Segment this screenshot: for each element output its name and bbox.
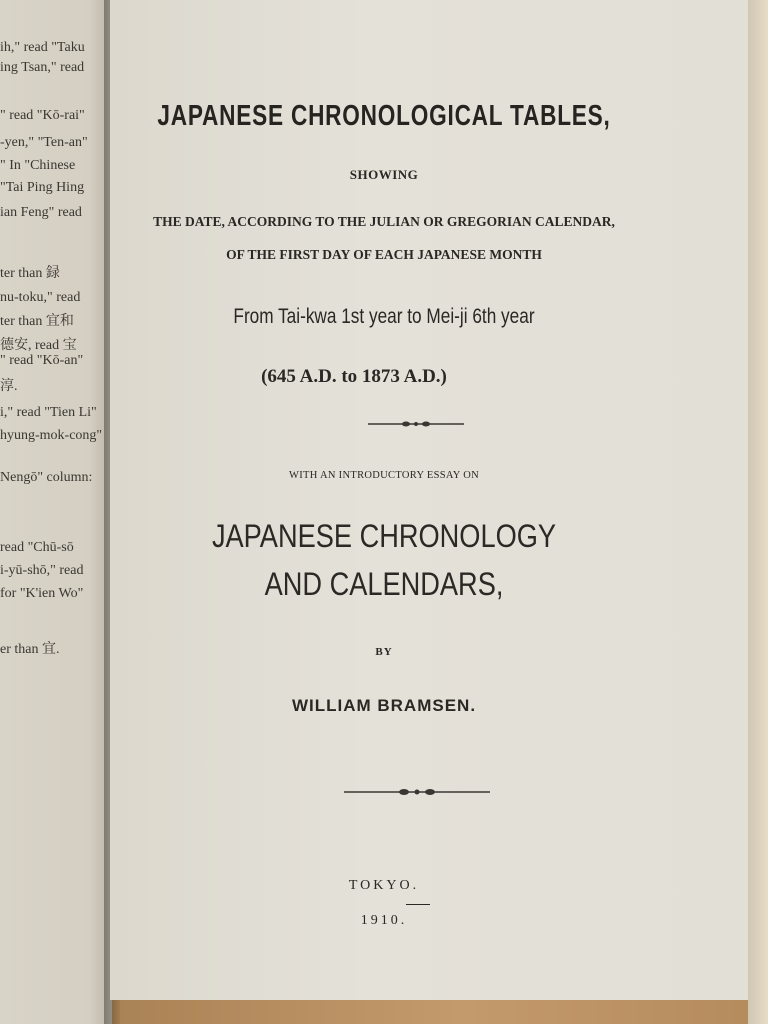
left-page-line: i-yū-shō," read [0,563,84,578]
publication-year: 1910. [360,913,408,928]
publication-place: TOKYO. [348,878,420,893]
era-range: From Tai-kwa 1st year to Mei-ji 6th year [233,305,535,328]
left-page-line: ter than 宜和 [0,314,74,329]
left-page-line: ing Tsan," read [0,60,85,75]
page-edge [748,0,768,1024]
left-page-line: ter than 録 [0,266,60,281]
place-rule [406,904,430,905]
book-title: JAPANESE CHRONOLOGICAL TABLES, [157,100,611,132]
subtitle-line-1: JAPANESE CHRONOLOGY [211,518,557,554]
left-page-line: er than 宜. [0,642,60,657]
ornament-rule-icon [344,785,490,799]
left-page-line: ih," read "Taku [0,40,85,55]
left-page-line: " read "Kō-an" [0,353,84,368]
left-page-line: -yen," "Ten-an" [0,135,88,150]
left-page-line: 淳. [0,379,18,394]
left-page-line: Nengō" column: [0,470,93,485]
left-page-line: i," read "Tien Li" [0,405,97,420]
title-page [110,0,753,1000]
ornament-rule-icon [368,418,464,430]
description-line-2: OF THE FIRST DAY OF EACH JAPANESE MONTH [226,247,542,262]
left-page-line: "Tai Ping Hing [0,180,85,195]
left-page-line: " read "Kō-rai" [0,108,85,123]
date-range: (645 A.D. to 1873 A.D.) [261,366,447,387]
description-line-1: THE DATE, ACCORDING TO THE JULIAN OR GREGORIAN CALENDAR, [153,214,615,229]
left-page-line: for "K'ien Wo" [0,586,84,601]
showing-label: SHOWING [349,167,419,182]
left-page [0,0,112,1024]
left-page-line: read "Chū-sō [0,540,74,555]
left-page-line: hyung-mok-cong" [0,428,103,443]
left-page-line: " In "Chinese [0,158,76,173]
left-page-line: nu-toku," read [0,290,81,305]
by-label: BY [375,646,393,658]
author-name: WILLIAM BRAMSEN. [291,696,477,715]
subtitle-line-2: AND CALENDARS, [264,566,504,602]
left-page-line: ian Feng" read [0,205,82,220]
intro-line: WITH AN INTRODUCTORY ESSAY ON [289,470,479,481]
left-page-line: 德安, read 宝 [0,338,77,353]
